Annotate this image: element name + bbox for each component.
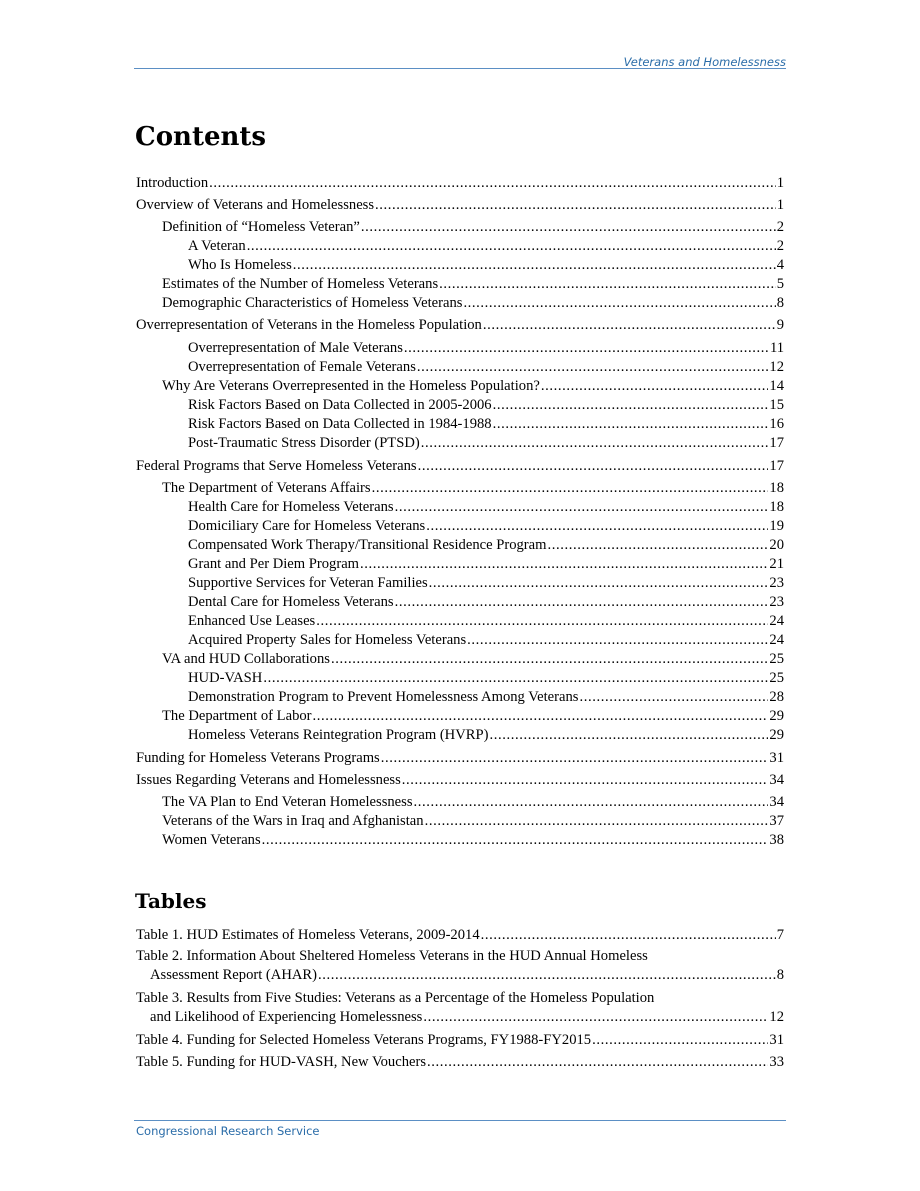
toc-entry[interactable]: Health Care for Homeless Veterans ..... 18 — [188, 499, 784, 516]
table-entry-first-line[interactable]: Table 2. Information About Sheltered Homeless Veterans in the HUD Annual Homeless — [136, 948, 648, 964]
toc-entry[interactable]: Risk Factors Based on Data Collected in 2005-2006 ..... 15 — [188, 397, 784, 414]
toc-entry[interactable]: Estimates of the Number of Homeless Veterans ..... 5 — [162, 276, 784, 293]
toc-entry[interactable]: Post-Traumatic Stress Disorder (PTSD) ..... 17 — [188, 435, 784, 452]
toc-entry[interactable]: Demographic Characteristics of Homeless Veterans ..... 8 — [162, 295, 784, 312]
toc-entry[interactable]: Grant and Per Diem Program ..... 21 — [188, 556, 784, 573]
toc-entry[interactable]: The Department of Veterans Affairs ..... 18 — [162, 480, 784, 497]
toc-entry[interactable]: Funding for Homeless Veterans Programs ..... 31 — [136, 750, 784, 767]
contents-heading: Contents — [135, 122, 267, 152]
toc-entry[interactable]: VA and HUD Collaborations ..... 25 — [162, 651, 784, 668]
toc-entry[interactable]: Demonstration Program to Prevent Homelessness Among Veterans ..... 28 — [188, 689, 784, 706]
toc-entry[interactable]: Overrepresentation of Male Veterans ..... 11 — [188, 340, 784, 357]
toc-entry[interactable]: Veterans of the Wars in Iraq and Afghanistan ..... 37 — [162, 813, 784, 830]
table-entry[interactable]: Table 4. Funding for Selected Homeless Veterans Programs, FY1988-FY2015 ..... 31 — [136, 1032, 784, 1049]
header-rule — [134, 68, 786, 69]
toc-entry[interactable]: Women Veterans ..... 38 — [162, 832, 784, 849]
toc-entry[interactable]: Introduction ..... 1 — [136, 175, 784, 192]
running-header: Veterans and Homelessness — [623, 55, 786, 69]
toc-entry[interactable]: Overrepresentation of Female Veterans ..... 12 — [188, 359, 784, 376]
table-entry[interactable]: Assessment Report (AHAR) ..... 8 — [150, 967, 784, 984]
table-entry-first-line[interactable]: Table 3. Results from Five Studies: Veterans as a Percentage of the Homeless Population — [136, 990, 655, 1006]
toc-entry[interactable]: Dental Care for Homeless Veterans ..... 23 — [188, 594, 784, 611]
toc-entry[interactable]: Compensated Work Therapy/Transitional Residence Program ..... 20 — [188, 537, 784, 554]
toc-entry[interactable]: Homeless Veterans Reintegration Program (HVRP) ..... 29 — [188, 727, 784, 744]
toc-entry[interactable]: A Veteran ..... 2 — [188, 238, 784, 255]
footer-rule — [134, 1120, 786, 1121]
toc-entry[interactable]: Enhanced Use Leases ..... 24 — [188, 613, 784, 630]
table-entry[interactable]: Table 1. HUD Estimates of Homeless Veterans, 2009-2014 ..... 7 — [136, 927, 784, 944]
toc-entry[interactable]: Who Is Homeless ..... 4 — [188, 257, 784, 274]
toc-entry[interactable]: The Department of Labor ..... 29 — [162, 708, 784, 725]
table-entry[interactable]: and Likelihood of Experiencing Homelessness ..... 12 — [150, 1009, 784, 1026]
toc-entry[interactable]: Domiciliary Care for Homeless Veterans ..... 19 — [188, 518, 784, 535]
toc-entry[interactable]: Overview of Veterans and Homelessness ..... 1 — [136, 197, 784, 214]
toc-entry[interactable]: Acquired Property Sales for Homeless Veterans ..... 24 — [188, 632, 784, 649]
toc-entry[interactable]: Definition of “Homeless Veteran” ..... 2 — [162, 219, 784, 236]
table-entry[interactable]: Table 5. Funding for HUD-VASH, New Vouchers ..... 33 — [136, 1054, 784, 1071]
toc-entry[interactable]: Federal Programs that Serve Homeless Veterans ..... 17 — [136, 458, 784, 475]
toc-entry[interactable]: Why Are Veterans Overrepresented in the Homeless Population? ..... 14 — [162, 378, 784, 395]
toc-entry[interactable]: HUD-VASH ..... 25 — [188, 670, 784, 687]
toc-entry[interactable]: The VA Plan to End Veteran Homelessness ..... 34 — [162, 794, 784, 811]
toc-entry[interactable]: Overrepresentation of Veterans in the Homeless Population ..... 9 — [136, 317, 784, 334]
toc-entry[interactable]: Issues Regarding Veterans and Homelessness ..... 34 — [136, 772, 784, 789]
toc-entry[interactable]: Supportive Services for Veteran Families ..... 23 — [188, 575, 784, 592]
toc-entry[interactable]: Risk Factors Based on Data Collected in 1984-1988 ..... 16 — [188, 416, 784, 433]
footer-text: Congressional Research Service — [136, 1124, 320, 1138]
tables-heading: Tables — [135, 889, 207, 913]
